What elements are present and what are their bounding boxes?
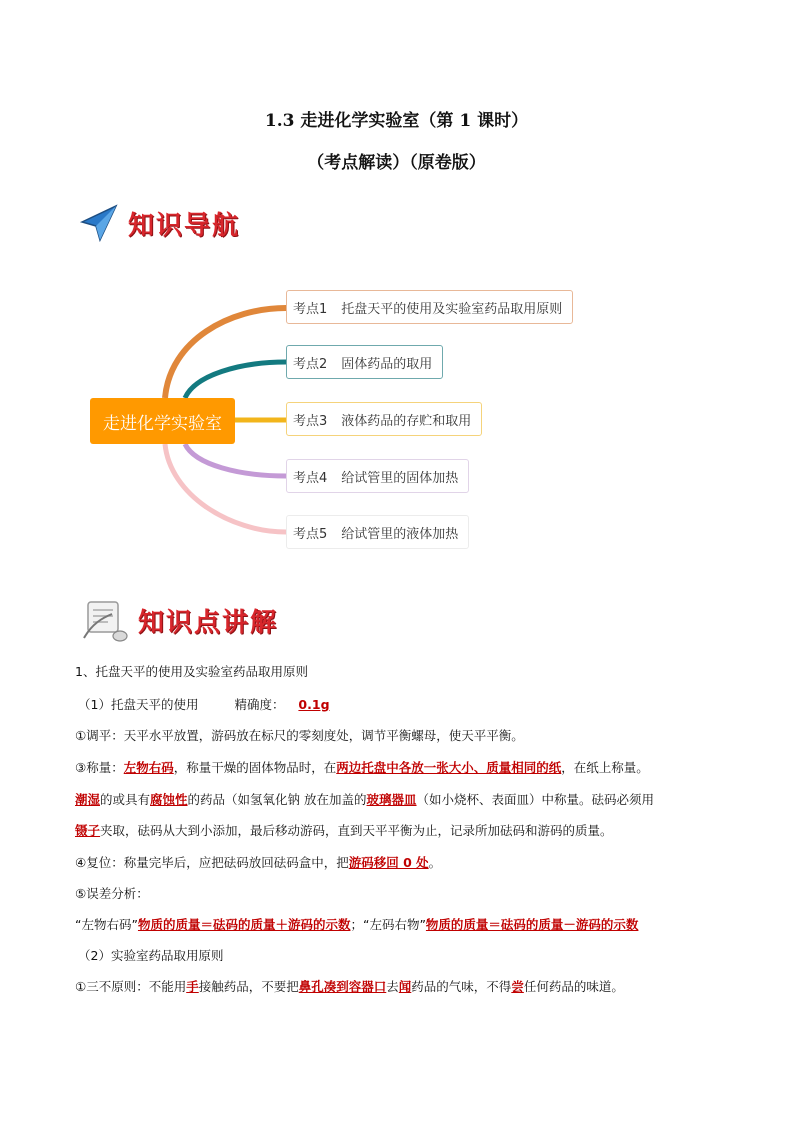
weighing-line: [75, 759, 649, 777]
error-analysis-line: [75, 885, 149, 903]
text: 药品的气味，不得: [411, 979, 512, 994]
calibrate-line: [75, 727, 524, 745]
branch-number: 考点5: [293, 526, 328, 542]
branch-kaodian-3: [286, 402, 482, 436]
highlight: 玻璃器皿: [366, 792, 417, 807]
highlight: 潮湿: [75, 792, 101, 807]
section-2-heading: [78, 947, 223, 965]
highlight: 游码移回 0 处: [348, 855, 429, 870]
branch-label: 液体药品的存贮和取用: [341, 413, 472, 429]
branch-kaodian-1: [286, 290, 573, 324]
scroll-quill-icon: [78, 594, 130, 646]
branch-label: 托盘天平的使用及实验室药品取用原则: [341, 301, 563, 317]
text: 去: [386, 979, 399, 994]
corrosive-line: [75, 791, 654, 809]
branch-kaodian-5: [286, 515, 469, 549]
balance-usage-line: [78, 696, 330, 714]
highlight: 镊子: [75, 823, 101, 838]
highlight: 鼻孔凑到容器口: [298, 979, 387, 994]
highlight: 尝: [511, 979, 524, 994]
text: （2）实验室药品取用原则: [78, 948, 224, 963]
highlight: 物质的质量＝砝码的质量＋游码的示数: [137, 917, 351, 932]
text: “左物右码”: [75, 917, 138, 932]
highlight: 腐蚀性: [150, 792, 188, 807]
text: （1）托盘天平的使用: [78, 697, 199, 712]
highlight: 左物右码: [123, 760, 174, 775]
text: 的药品（如氢氧化钠 放在加盖的: [187, 792, 367, 807]
text: 任何药品的味道。: [523, 979, 624, 994]
branch-number: 考点2: [293, 356, 328, 372]
branch-label: 固体药品的取用: [341, 356, 433, 372]
text: ，在纸上称量。: [561, 760, 649, 775]
highlight: 手: [186, 979, 199, 994]
formula-line: [75, 916, 638, 934]
text: ④复位：称量完毕后，应把砝码放回砝码盒中，把: [75, 855, 349, 870]
explain-heading-text: 知识点讲解: [138, 607, 279, 638]
highlight: 两边托盘中各放一张大小、质量相同的纸: [336, 760, 562, 775]
branch-label: 给试管里的液体加热: [341, 526, 459, 542]
three-no-rule-line: [75, 978, 624, 996]
text: ，称量干燥的固体物品时，在: [173, 760, 337, 775]
text: 的或具有: [100, 792, 151, 807]
text: 。: [428, 855, 442, 870]
nav-heading-text: 知识导航: [128, 210, 241, 241]
mind-map: [0, 280, 793, 560]
nav-heading: [78, 198, 240, 248]
highlight: 物质的质量＝砝码的质量－游码的示数: [425, 917, 639, 932]
text: 接触药品，不要把: [198, 979, 299, 994]
text: 精确度：: [234, 697, 285, 712]
branch-number: 考点4: [293, 470, 328, 486]
document-subtitle: （考点解读）（原卷版）: [307, 153, 486, 173]
tweezers-line: [75, 822, 613, 840]
reset-line: [75, 854, 441, 872]
branch-number: 考点3: [293, 413, 328, 429]
text: 夹取，砝码从大到小添加，最后移动游码，直到天平平衡为止，记录所加砝码和游码的质量。: [100, 823, 613, 838]
explain-heading: [78, 592, 278, 648]
text: ①三不原则：不能用: [75, 979, 187, 994]
branch-label: 给试管里的固体加热: [341, 470, 459, 486]
branch-kaodian-4: [286, 459, 469, 493]
text: ①调平：天平水平放置，游码放在标尺的零刻度处，调节平衡螺母，使天平平衡。: [75, 728, 524, 743]
document-title: 1.3 走进化学实验室（第 1 课时）: [264, 111, 529, 131]
highlight: 闻: [398, 979, 412, 994]
text: ⑤误差分析：: [75, 886, 149, 901]
text: ③称量：: [75, 760, 124, 775]
text: 1、托盘天平的使用及实验室药品取用原则: [75, 664, 308, 679]
branch-kaodian-2: [286, 345, 443, 379]
paper-plane-icon: [78, 202, 120, 244]
mind-map-root: 走进化学实验室: [90, 398, 235, 444]
precision-value: 0.1g: [298, 697, 330, 712]
text: ；“左码右物”: [350, 917, 426, 932]
branch-number: 考点1: [293, 301, 328, 317]
text: （如小烧杯、表面皿）中称量。砝码必须用: [416, 792, 655, 807]
section-1-heading: [75, 663, 308, 681]
